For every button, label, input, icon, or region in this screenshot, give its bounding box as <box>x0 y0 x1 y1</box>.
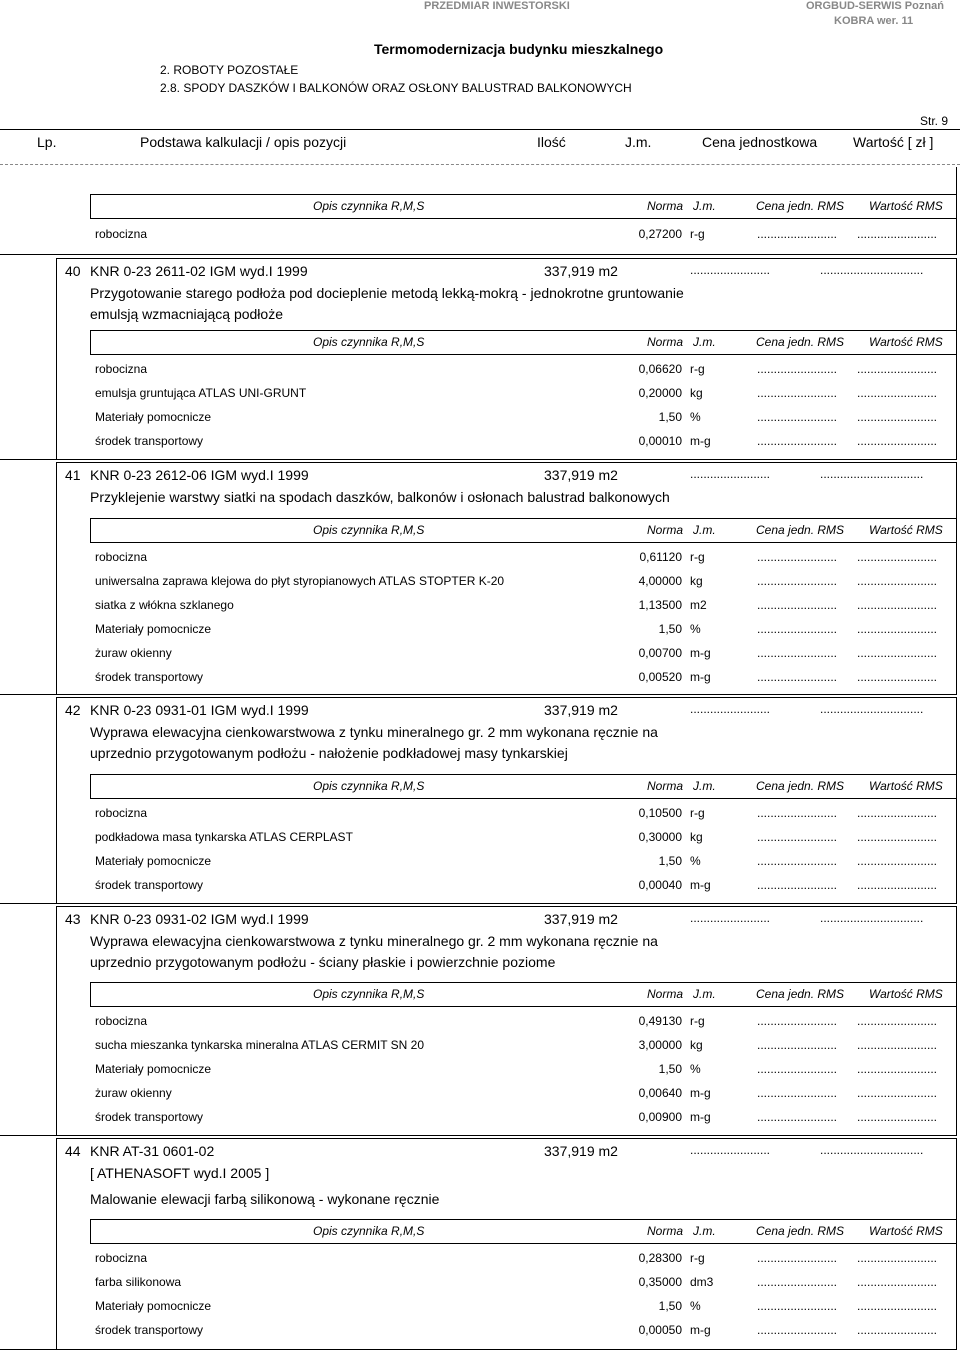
item-top-rule <box>56 258 957 259</box>
factor-row-value: ........................ <box>857 1014 938 1028</box>
factor-row-norm: 0,49130 <box>638 1014 682 1028</box>
factor-header-left <box>90 330 91 355</box>
prev-row-unit: r-g <box>690 227 705 241</box>
sub-col-norm: Norma <box>647 779 684 793</box>
factor-row-norm: 0,35000 <box>638 1275 682 1289</box>
factor-row-norm: 3,00000 <box>638 1038 682 1052</box>
item-description-line: Wyprawa elewacyjna cienkowarstwowa z tynku mineralnego gr. 2 mm wykonana ręcznie na <box>90 724 658 740</box>
factor-row-value: ........................ <box>857 1251 938 1265</box>
factor-row-name: Materiały pomocnicze <box>95 622 212 636</box>
factor-row-norm: 0,00040 <box>638 878 682 892</box>
item-quantity: 337,919 m2 <box>544 467 618 483</box>
item-basis: KNR AT-31 0601-02 <box>90 1143 215 1159</box>
item-quantity: 337,919 m2 <box>544 263 618 279</box>
factor-row-norm: 0,30000 <box>638 830 682 844</box>
item-number: 40 <box>65 263 81 279</box>
factor-row-unit: m-g <box>690 434 711 448</box>
factor-row-unit: m-g <box>690 878 711 892</box>
factor-row-norm: 0,06620 <box>638 362 682 376</box>
factor-row-value: ........................ <box>857 1086 938 1100</box>
factor-row-price: ........................ <box>757 1275 838 1289</box>
sub-col-unit: J.m. <box>693 779 716 793</box>
prev-factor-header-top <box>90 194 956 195</box>
factor-row-value: ........................ <box>857 806 938 820</box>
item-description-line: Malowanie elewacji farbą silikonową - wykonane ręcznie <box>90 1191 440 1207</box>
item-quantity: 337,919 m2 <box>544 1143 618 1159</box>
factor-row-name: robocizna <box>95 550 148 564</box>
factor-row-price: ........................ <box>757 1110 838 1124</box>
prev-row-norm: 0,27200 <box>638 227 682 241</box>
factor-row-unit: % <box>690 854 701 868</box>
factor-row-norm: 0,00520 <box>638 670 682 684</box>
factor-row-name: środek transportowy <box>95 878 204 892</box>
factor-row-unit: r-g <box>690 550 705 564</box>
item-right-border <box>956 1138 957 1349</box>
factor-row-name: farba silikonowa <box>95 1275 182 1289</box>
item-unit-price: ........................ <box>690 702 771 716</box>
factor-row-price: ........................ <box>757 646 838 660</box>
item-description-line: Wyprawa elewacyjna cienkowarstwowa z tynku mineralnego gr. 2 mm wykonana ręcznie na <box>90 933 658 949</box>
factor-row-price: ........................ <box>757 1014 838 1028</box>
col-unit-price: Cena jednostkowa <box>702 134 818 150</box>
factor-row-value: ........................ <box>857 1275 938 1289</box>
factor-row-price: ........................ <box>757 1062 838 1076</box>
factor-header-bottom <box>90 354 956 355</box>
factor-header-left <box>90 774 91 799</box>
factor-row-unit: kg <box>690 1038 703 1052</box>
item-right-border <box>956 258 957 459</box>
sub-col-unit: J.m. <box>693 1224 716 1238</box>
factor-row-price: ........................ <box>757 670 838 684</box>
sub-col-value: Wartość RMS <box>869 987 943 1001</box>
factor-row-value: ........................ <box>857 1323 938 1337</box>
col-lp: Lp. <box>37 134 57 150</box>
prev-factor-header-left <box>90 194 91 219</box>
item-bottom-rule <box>0 1349 957 1350</box>
item-bottom-rule <box>0 1135 957 1136</box>
factor-row-unit: m2 <box>690 598 707 612</box>
factor-row-price: ........................ <box>757 622 838 636</box>
sub-col-factor: Opis czynnika R,M,S <box>313 335 425 349</box>
software-version: KOBRA wer. 11 <box>834 15 914 27</box>
header-top-rule <box>0 129 960 130</box>
item-top-rule <box>56 906 957 907</box>
factor-row-price: ........................ <box>757 1086 838 1100</box>
prev-row-value: ........................ <box>857 227 938 241</box>
factor-row-value: ........................ <box>857 878 938 892</box>
item-top-rule <box>56 697 957 698</box>
factor-row-price: ........................ <box>757 1299 838 1313</box>
factor-row-price: ........................ <box>757 830 838 844</box>
factor-header-top <box>90 330 956 331</box>
item-number: 44 <box>65 1143 81 1159</box>
factor-row-name: żuraw okienny <box>95 1086 172 1100</box>
factor-row-name: środek transportowy <box>95 670 204 684</box>
factor-row-norm: 0,28300 <box>638 1251 682 1265</box>
factor-row-value: ........................ <box>857 1062 938 1076</box>
sub-col-price: Cena jedn. RMS <box>756 1224 845 1238</box>
factor-row-value: ........................ <box>857 854 938 868</box>
prev-row-price: ........................ <box>757 227 838 241</box>
factor-header-left <box>90 982 91 1007</box>
sub-col-norm: Norma <box>647 987 684 1001</box>
factor-row-value: ........................ <box>857 670 938 684</box>
sub-col-unit: J.m. <box>693 335 716 349</box>
subsection-title: 2.8. SPODY DASZKÓW I BALKONÓW ORAZ OSŁONY BALUSTRAD BALKONOWYCH <box>160 81 632 95</box>
item-description-line: uprzednio przygotowanym podłożu - ściany płaskie i powierzchnie poziome <box>90 954 556 970</box>
factor-header-top <box>90 774 956 775</box>
factor-header-top <box>90 518 956 519</box>
factor-row-value: ........................ <box>857 574 938 588</box>
factor-row-value: ........................ <box>857 830 938 844</box>
sub-col-factor: Opis czynnika R,M,S <box>313 523 425 537</box>
factor-row-name: środek transportowy <box>95 434 204 448</box>
item-right-border <box>956 697 957 903</box>
factor-row-price: ........................ <box>757 598 838 612</box>
factor-row-norm: 0,10500 <box>638 806 682 820</box>
sub-col-norm: Norma <box>647 523 684 537</box>
factor-header-left <box>90 1219 91 1244</box>
factor-row-value: ........................ <box>857 434 938 448</box>
prev-factor-header-bottom <box>90 218 956 219</box>
factor-row-norm: 1,50 <box>658 1062 682 1076</box>
factor-header-top <box>90 982 956 983</box>
item-basis: KNR 0-23 0931-02 IGM wyd.I 1999 <box>90 911 309 927</box>
doc-type: PRZEDMIAR INWESTORSKI <box>424 0 570 12</box>
item-top-rule <box>56 1138 957 1139</box>
factor-row-unit: m-g <box>690 1323 711 1337</box>
factor-row-norm: 0,61120 <box>639 550 682 564</box>
factor-row-norm: 1,50 <box>658 1299 682 1313</box>
factor-row-value: ........................ <box>857 1299 938 1313</box>
item-basis: KNR 0-23 0931-01 IGM wyd.I 1999 <box>90 702 309 718</box>
header-dashed-rule <box>0 164 960 165</box>
item-unit-price: ........................ <box>690 1143 771 1157</box>
factor-header-bottom <box>90 1243 956 1244</box>
factor-row-name: sucha mieszanka tynkarska mineralna ATLAS CERMIT SN 20 <box>95 1038 425 1052</box>
factor-header-top <box>90 1219 956 1220</box>
item-value: ............................... <box>820 702 924 716</box>
item-top-rule <box>56 462 957 463</box>
prev-item-right-border <box>956 167 957 255</box>
factor-row-unit: m-g <box>690 646 711 660</box>
item-value: ............................... <box>820 911 924 925</box>
sub-col-price: Cena jedn. RMS <box>756 987 845 1001</box>
factor-row-unit: kg <box>690 830 703 844</box>
factor-row-price: ........................ <box>757 386 838 400</box>
factor-row-value: ........................ <box>857 622 938 636</box>
factor-row-value: ........................ <box>857 386 938 400</box>
prev-sub-col-value: Wartość RMS <box>869 199 943 213</box>
item-left-border <box>56 258 57 459</box>
item-right-border <box>956 906 957 1135</box>
factor-row-norm: 1,50 <box>658 622 682 636</box>
factor-row-norm: 0,20000 <box>638 386 682 400</box>
factor-row-unit: % <box>690 622 701 636</box>
factor-row-norm: 4,00000 <box>638 574 682 588</box>
factor-row-unit: r-g <box>690 1014 705 1028</box>
sub-col-unit: J.m. <box>693 523 716 537</box>
factor-row-price: ........................ <box>757 806 838 820</box>
factor-row-unit: % <box>690 410 701 424</box>
factor-row-name: robocizna <box>95 806 148 820</box>
item-description-line: uprzednio przygotowanym podłożu - nałożenie podkładowej masy tynkarskiej <box>90 745 568 761</box>
item-unit-price: ........................ <box>690 263 771 277</box>
factor-row-norm: 1,13500 <box>638 598 682 612</box>
item-number: 41 <box>65 467 81 483</box>
prev-row-name: robocizna <box>95 227 148 241</box>
factor-row-unit: m-g <box>690 1110 711 1124</box>
factor-row-unit: r-g <box>690 362 705 376</box>
col-value: Wartość [ zł ] <box>853 134 934 150</box>
col-qty: Ilość <box>537 134 566 150</box>
prev-sub-col-unit: J.m. <box>693 199 716 213</box>
factor-row-price: ........................ <box>757 574 838 588</box>
section-title: 2. ROBOTY POZOSTAŁE <box>160 63 299 77</box>
factor-row-price: ........................ <box>757 410 838 424</box>
factor-row-value: ........................ <box>857 362 938 376</box>
factor-row-unit: dm3 <box>690 1275 714 1289</box>
item-value: ............................... <box>820 263 924 277</box>
factor-row-name: podkładowa masa tynkarska ATLAS CERPLAST <box>95 830 353 844</box>
factor-row-price: ........................ <box>757 434 838 448</box>
sub-col-factor: Opis czynnika R,M,S <box>313 1224 425 1238</box>
factor-row-name: żuraw okienny <box>95 646 172 660</box>
factor-row-unit: % <box>690 1062 701 1076</box>
factor-header-left <box>90 518 91 543</box>
factor-row-unit: m-g <box>690 1086 711 1100</box>
factor-row-name: Materiały pomocnicze <box>95 1062 212 1076</box>
col-unit: J.m. <box>625 134 652 150</box>
factor-row-name: środek transportowy <box>95 1110 204 1124</box>
factor-row-name: środek transportowy <box>95 1323 204 1337</box>
sub-col-norm: Norma <box>647 1224 684 1238</box>
prev-sub-col-factor: Opis czynnika R,M,S <box>313 199 425 213</box>
sub-col-price: Cena jedn. RMS <box>756 335 845 349</box>
item-quantity: 337,919 m2 <box>544 911 618 927</box>
factor-row-name: robocizna <box>95 1014 148 1028</box>
item-left-border <box>56 906 57 1135</box>
factor-row-price: ........................ <box>757 550 838 564</box>
item-left-border <box>56 1138 57 1349</box>
factor-row-value: ........................ <box>857 598 938 612</box>
sub-col-factor: Opis czynnika R,M,S <box>313 987 425 1001</box>
factor-row-norm: 0,00050 <box>638 1323 682 1337</box>
factor-row-norm: 1,50 <box>658 854 682 868</box>
factor-row-name: Materiały pomocnicze <box>95 1299 212 1313</box>
factor-row-unit: kg <box>690 574 703 588</box>
factor-row-value: ........................ <box>857 550 938 564</box>
factor-row-name: uniwersalna zaprawa klejowa do płyt styropianowych ATLAS STOPTER K-20 <box>95 574 505 588</box>
factor-row-unit: kg <box>690 386 703 400</box>
factor-row-unit: r-g <box>690 806 705 820</box>
sub-col-value: Wartość RMS <box>869 335 943 349</box>
factor-row-price: ........................ <box>757 1038 838 1052</box>
prev-sub-col-price: Cena jedn. RMS <box>756 199 845 213</box>
item-right-border <box>956 462 957 694</box>
factor-row-price: ........................ <box>757 1251 838 1265</box>
item-basis-source: [ ATHENASOFT wyd.I 2005 ] <box>90 1165 270 1181</box>
col-basis: Podstawa kalkulacji / opis pozycji <box>140 134 347 150</box>
factor-row-price: ........................ <box>757 854 838 868</box>
factor-row-norm: 0,00700 <box>638 646 682 660</box>
factor-row-value: ........................ <box>857 410 938 424</box>
project-title: Termomodernizacja budynku mieszkalnego <box>374 41 664 57</box>
sub-col-price: Cena jedn. RMS <box>756 523 845 537</box>
factor-row-norm: 0,00900 <box>638 1110 682 1124</box>
factor-row-norm: 0,00640 <box>638 1086 682 1100</box>
item-bottom-rule <box>0 903 957 904</box>
factor-row-name: robocizna <box>95 1251 148 1265</box>
factor-header-bottom <box>90 798 956 799</box>
item-quantity: 337,919 m2 <box>544 702 618 718</box>
factor-row-price: ........................ <box>757 1323 838 1337</box>
sub-col-unit: J.m. <box>693 987 716 1001</box>
factor-row-value: ........................ <box>857 646 938 660</box>
sub-col-factor: Opis czynnika R,M,S <box>313 779 425 793</box>
item-description-line: Przyklejenie warstwy siatki na spodach daszków, balkonów i osłonach balustrad balkonowych <box>90 489 670 505</box>
factor-row-name: siatka z włókna szklanego <box>95 598 234 612</box>
factor-row-name: robocizna <box>95 362 148 376</box>
company-name: ORGBUD-SERWIS Poznań <box>806 0 944 12</box>
factor-row-price: ........................ <box>757 878 838 892</box>
factor-row-name: Materiały pomocnicze <box>95 854 212 868</box>
item-bottom-rule <box>0 459 957 460</box>
factor-row-norm: 1,50 <box>658 410 682 424</box>
sub-col-value: Wartość RMS <box>869 523 943 537</box>
sub-col-norm: Norma <box>647 335 684 349</box>
item-number: 43 <box>65 911 81 927</box>
factor-row-price: ........................ <box>757 362 838 376</box>
item-value: ............................... <box>820 467 924 481</box>
factor-row-value: ........................ <box>857 1038 938 1052</box>
item-description-line: Przygotowanie starego podłoża pod docieplenie metodą lekką-mokrą - jednokrotne gruntowanie <box>90 285 684 301</box>
item-description-line: emulsją wzmacniającą podłoże <box>90 306 283 322</box>
sub-col-value: Wartość RMS <box>869 1224 943 1238</box>
prev-sub-col-norm: Norma <box>647 199 684 213</box>
item-value: ............................... <box>820 1143 924 1157</box>
factor-row-value: ........................ <box>857 1110 938 1124</box>
sub-col-value: Wartość RMS <box>869 779 943 793</box>
prev-item-bottom-rule <box>0 254 957 255</box>
factor-row-name: emulsja gruntująca ATLAS UNI-GRUNT <box>95 386 307 400</box>
factor-row-norm: 0,00010 <box>638 434 682 448</box>
item-bottom-rule <box>0 694 957 695</box>
factor-row-unit: m-g <box>690 670 711 684</box>
page-number: Str. 9 <box>920 114 949 128</box>
factor-row-unit: % <box>690 1299 701 1313</box>
item-unit-price: ........................ <box>690 911 771 925</box>
factor-row-name: Materiały pomocnicze <box>95 410 212 424</box>
factor-row-unit: r-g <box>690 1251 705 1265</box>
factor-header-bottom <box>90 542 956 543</box>
sub-col-price: Cena jedn. RMS <box>756 779 845 793</box>
item-number: 42 <box>65 702 81 718</box>
item-basis: KNR 0-23 2612-06 IGM wyd.I 1999 <box>90 467 309 483</box>
item-basis: KNR 0-23 2611-02 IGM wyd.I 1999 <box>90 263 308 279</box>
factor-header-bottom <box>90 1006 956 1007</box>
item-unit-price: ........................ <box>690 467 771 481</box>
item-left-border <box>56 462 57 694</box>
item-left-border <box>56 697 57 903</box>
